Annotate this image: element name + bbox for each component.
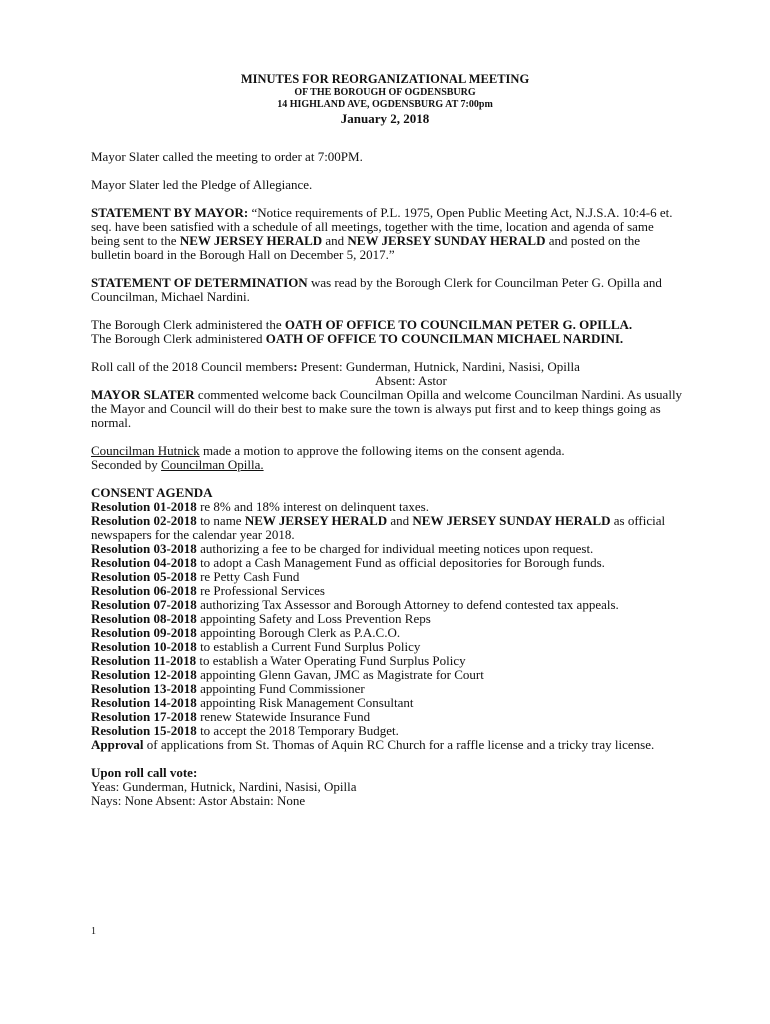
- resolution-text: to adopt a Cash Management Fund as official depositories for Borough funds.: [196, 555, 605, 570]
- newspaper-name: NEW JERSEY HERALD: [179, 233, 323, 248]
- resolution-text: re Petty Cash Fund: [196, 569, 300, 584]
- document-subtitle-borough: OF THE BOROUGH OF OGDENSBURG: [294, 87, 476, 98]
- resolution-text: appointing Safety and Loss Prevention Reps: [196, 611, 431, 626]
- determination-paragraph: [91, 276, 683, 304]
- consent-agenda-item: [91, 696, 683, 710]
- consent-agenda-item: [91, 556, 683, 570]
- consent-agenda-item: [91, 626, 683, 640]
- resolution-number: Resolution 01-2018: [91, 499, 197, 514]
- resolution-number: Resolution 12-2018: [91, 667, 197, 682]
- consent-agenda-item: [91, 570, 683, 584]
- call-to-order-paragraph: Mayor Slater called the meeting to order at 7:00PM.: [91, 149, 363, 164]
- roll-call-absent: Absent: Astor: [375, 373, 447, 388]
- roll-call-text: Roll call of the 2018 Council members: [91, 359, 294, 374]
- resolution-text: re 8% and 18% interest on delinquent taxes.: [196, 499, 429, 514]
- conjunction-text: and: [322, 233, 348, 248]
- motion-mover: Councilman Hutnick: [91, 443, 200, 458]
- motion-text: made a motion to approve the following items on the consent agenda.: [199, 443, 565, 458]
- consent-agenda-list: [91, 500, 683, 752]
- consent-agenda-item: [91, 724, 683, 738]
- consent-agenda-heading: CONSENT AGENDA: [91, 485, 213, 500]
- resolution-number: Approval: [91, 737, 144, 752]
- resolution-text: of applications from St. Thomas of Aquin RC Church for a raffle license and a tricky tray license.: [143, 737, 655, 752]
- page-number: 1: [91, 926, 96, 937]
- mayor-statement-label: STATEMENT BY MAYOR:: [91, 205, 249, 220]
- consent-agenda-item: [91, 514, 683, 542]
- roll-call-colon: :: [293, 359, 298, 374]
- determination-label: STATEMENT OF DETERMINATION: [91, 275, 308, 290]
- resolution-number: Resolution 08-2018: [91, 611, 197, 626]
- resolution-number: Resolution 14-2018: [91, 695, 197, 710]
- meeting-date: January 2, 2018: [340, 111, 430, 126]
- consent-agenda-item: [91, 682, 683, 696]
- resolution-number: Resolution 07-2018: [91, 597, 197, 612]
- roll-call-vote-heading: Upon roll call vote:: [91, 765, 198, 780]
- document-title: MINUTES FOR REORGANIZATIONAL MEETING: [240, 72, 530, 86]
- consent-agenda-item: [91, 710, 683, 724]
- mayor-comment-text: commented welcome back Councilman Opilla and welcome Councilman Nardini. As usually the Mayor and Council will do their best to make sure the town is always put first and to keep things going as normal.: [91, 387, 683, 430]
- resolution-number: Resolution 02-2018: [91, 513, 197, 528]
- consent-agenda-item: [91, 668, 683, 682]
- consent-agenda-item: [91, 598, 683, 612]
- resolution-number: Resolution 11-2018: [91, 653, 197, 668]
- oath-paragraph: [91, 318, 683, 332]
- resolution-number: Resolution 15-2018: [91, 723, 197, 738]
- resolution-number: Resolution 05-2018: [91, 569, 197, 584]
- roll-call-present: Present: Gunderman, Hutnick, Nardini, Nasisi, Opilla: [297, 359, 580, 374]
- minutes-body: [91, 150, 683, 808]
- determination-text: was read by the Borough Clerk for Councilman Peter G. Opilla and Councilman, Michael Nardini.: [91, 275, 662, 304]
- resolution-text: to establish a Water Operating Fund Surplus Policy: [196, 653, 466, 668]
- resolution-text: to establish a Current Fund Surplus Policy: [196, 639, 421, 654]
- vote-nays: Nays: None Absent: Astor Abstain: None: [91, 793, 306, 808]
- resolution-number: Resolution 06-2018: [91, 583, 197, 598]
- roll-call-line: [91, 360, 683, 374]
- mayor-comment-label: MAYOR SLATER: [91, 387, 195, 402]
- resolution-text: and: [387, 513, 413, 528]
- oath-bold-text: OATH OF OFFICE TO COUNCILMAN MICHAEL NARDINI.: [265, 331, 624, 346]
- resolution-number: Resolution 03-2018: [91, 541, 197, 556]
- consent-agenda-item: [91, 584, 683, 598]
- mayor-statement-text: “Notice requirements of P.L. 1975, Open Public Meeting Act, N.J.S.A. 10:4-6 et. seq. have been satisfied with a schedule of all meetings, together with the time, location and agenda of same being sent to the: [91, 205, 673, 248]
- consent-agenda-item: [91, 738, 683, 752]
- resolution-number: Resolution 10-2018: [91, 639, 197, 654]
- oath-paragraph: [91, 332, 683, 346]
- consent-agenda-item: [91, 654, 683, 668]
- resolution-number: Resolution 04-2018: [91, 555, 197, 570]
- second-text: Seconded by: [91, 457, 162, 472]
- resolution-text: appointing Borough Clerk as P.A.C.O.: [196, 625, 401, 640]
- consent-agenda-item: [91, 542, 683, 556]
- resolution-text: to name: [196, 513, 245, 528]
- resolution-text: appointing Glenn Gavan, JMC as Magistrate for Court: [196, 667, 484, 682]
- consent-agenda-item: [91, 500, 683, 514]
- mayor-comment-paragraph: [91, 388, 683, 430]
- newspaper-name: NEW JERSEY SUNDAY HERALD: [412, 513, 611, 528]
- oath-bold-text: OATH OF OFFICE TO COUNCILMAN PETER G. OPILLA.: [284, 317, 633, 332]
- consent-agenda-item: [91, 640, 683, 654]
- consent-agenda-item: [91, 612, 683, 626]
- mayor-statement-text-end: and posted on the bulletin board in the Borough Hall on December 5, 2017.”: [91, 233, 641, 262]
- motion-paragraph: [91, 444, 683, 472]
- resolution-text: to accept the 2018 Temporary Budget.: [196, 723, 399, 738]
- resolution-text: appointing Fund Commissioner: [196, 681, 365, 696]
- document-subtitle-location: 14 HIGHLAND AVE, OGDENSBURG AT 7:00pm: [277, 99, 493, 110]
- resolution-number: Resolution 09-2018: [91, 625, 197, 640]
- pledge-paragraph: Mayor Slater led the Pledge of Allegiance.: [91, 177, 313, 192]
- resolution-text: appointing Risk Management Consultant: [196, 695, 414, 710]
- oath-text: The Borough Clerk administered: [91, 331, 266, 346]
- resolution-text: renew Statewide Insurance Fund: [196, 709, 371, 724]
- resolution-text: authorizing a fee to be charged for individual meeting notices upon request.: [196, 541, 594, 556]
- newspaper-name: NEW JERSEY SUNDAY HERALD: [347, 233, 546, 248]
- resolution-text: re Professional Services: [196, 583, 325, 598]
- resolution-text: as official newspapers for the calendar year 2018.: [91, 513, 666, 542]
- resolution-number: Resolution 13-2018: [91, 681, 197, 696]
- motion-seconder: Councilman Opilla.: [161, 457, 264, 472]
- newspaper-name: NEW JERSEY HERALD: [244, 513, 388, 528]
- mayor-statement-paragraph: [91, 206, 683, 262]
- vote-yeas: Yeas: Gunderman, Hutnick, Nardini, Nasisi, Opilla: [91, 779, 357, 794]
- resolution-number: Resolution 17-2018: [91, 709, 197, 724]
- resolution-text: authorizing Tax Assessor and Borough Attorney to defend contested tax appeals.: [196, 597, 619, 612]
- oath-text: The Borough Clerk administered the: [91, 317, 285, 332]
